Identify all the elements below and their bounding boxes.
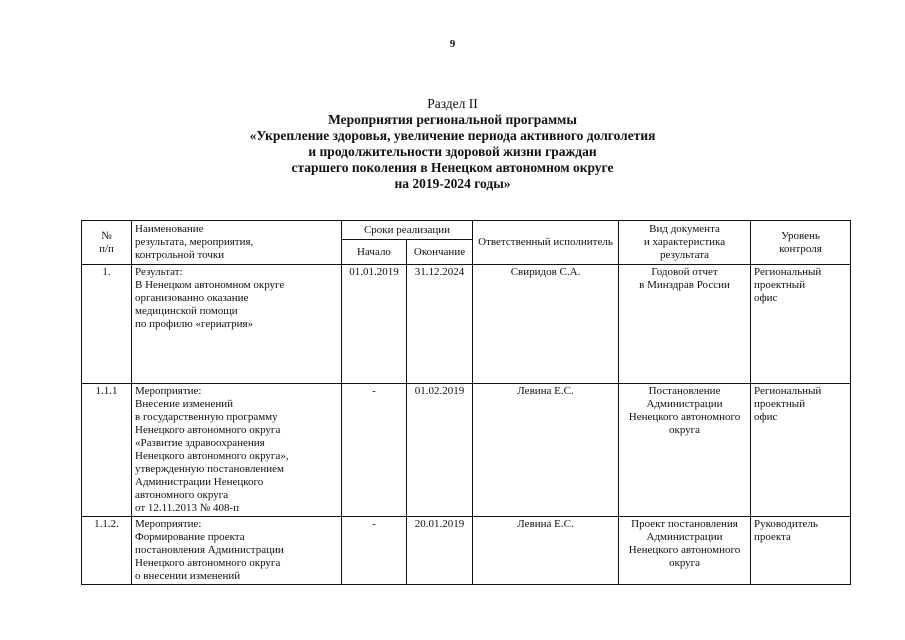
cell-document: Проект постановления Администрации Ненецкого автономного округа <box>619 517 751 585</box>
header-executor: Ответственный исполнитель <box>473 221 619 265</box>
cell-num: 1.1.1 <box>82 384 132 517</box>
page-number: 9 <box>449 38 456 50</box>
cell-start: - <box>342 384 407 517</box>
cell-end: 01.02.2019 <box>407 384 473 517</box>
document-heading <box>0 96 905 192</box>
table-header-row <box>82 221 851 240</box>
cell-start: - <box>342 517 407 585</box>
header-control: Уровень контроля <box>751 221 851 265</box>
cell-num: 1.1.2. <box>82 517 132 585</box>
program-title-line-5: на 2019-2024 годы» <box>394 176 511 191</box>
cell-end: 31.12.2024 <box>407 265 473 384</box>
header-period: Сроки реализации <box>342 221 473 240</box>
header-end: Окончание <box>407 240 473 265</box>
cell-name: Мероприятие: Внесение изменений в государственную программу Ненецкого автономного округа «Развитие здравоохранения Ненецкого автономного округа», утвержденную постановлением Администрации Ненецкого автономного округа от 12.11.2013 № 408-п <box>132 384 342 517</box>
cell-name: Мероприятие: Формирование проекта постановления Администрации Ненецкого автономного округа о внесении изменений <box>132 517 342 585</box>
cell-control: Региональный проектный офис <box>751 384 851 517</box>
program-title-line-2: «Укрепление здоровья, увеличение периода активного долголетия <box>249 128 656 143</box>
program-title-line-3: и продолжительности здоровой жизни граждан <box>308 144 597 159</box>
cell-name: Результат: В Ненецком автономном округе организованно оказание медицинской помощи по профилю «гериатрия» <box>132 265 342 384</box>
header-num: № п/п <box>82 221 132 265</box>
cell-start: 01.01.2019 <box>342 265 407 384</box>
cell-document: Годовой отчет в Минздрав России <box>619 265 751 384</box>
header-start: Начало <box>342 240 407 265</box>
activities-table <box>81 220 851 585</box>
cell-executor: Левина Е.С. <box>473 384 619 517</box>
table-row <box>82 384 851 517</box>
cell-end: 20.01.2019 <box>407 517 473 585</box>
header-name: Наименование результата, мероприятия, контрольной точки <box>132 221 342 265</box>
cell-executor: Левина Е.С. <box>473 517 619 585</box>
cell-control: Руководитель проекта <box>751 517 851 585</box>
cell-document: Постановление Администрации Ненецкого автономного округа <box>619 384 751 517</box>
cell-num: 1. <box>82 265 132 384</box>
header-document: Вид документа и характеристика результата <box>619 221 751 265</box>
cell-executor: Свиридов С.А. <box>473 265 619 384</box>
program-title-line-4: старшего поколения в Ненецком автономном округе <box>291 160 614 175</box>
section-label: Раздел II <box>427 96 478 111</box>
table-row <box>82 265 851 384</box>
program-title-line-1: Мероприятия региональной программы <box>328 112 577 127</box>
cell-control: Региональный проектный офис <box>751 265 851 384</box>
table-row <box>82 517 851 585</box>
